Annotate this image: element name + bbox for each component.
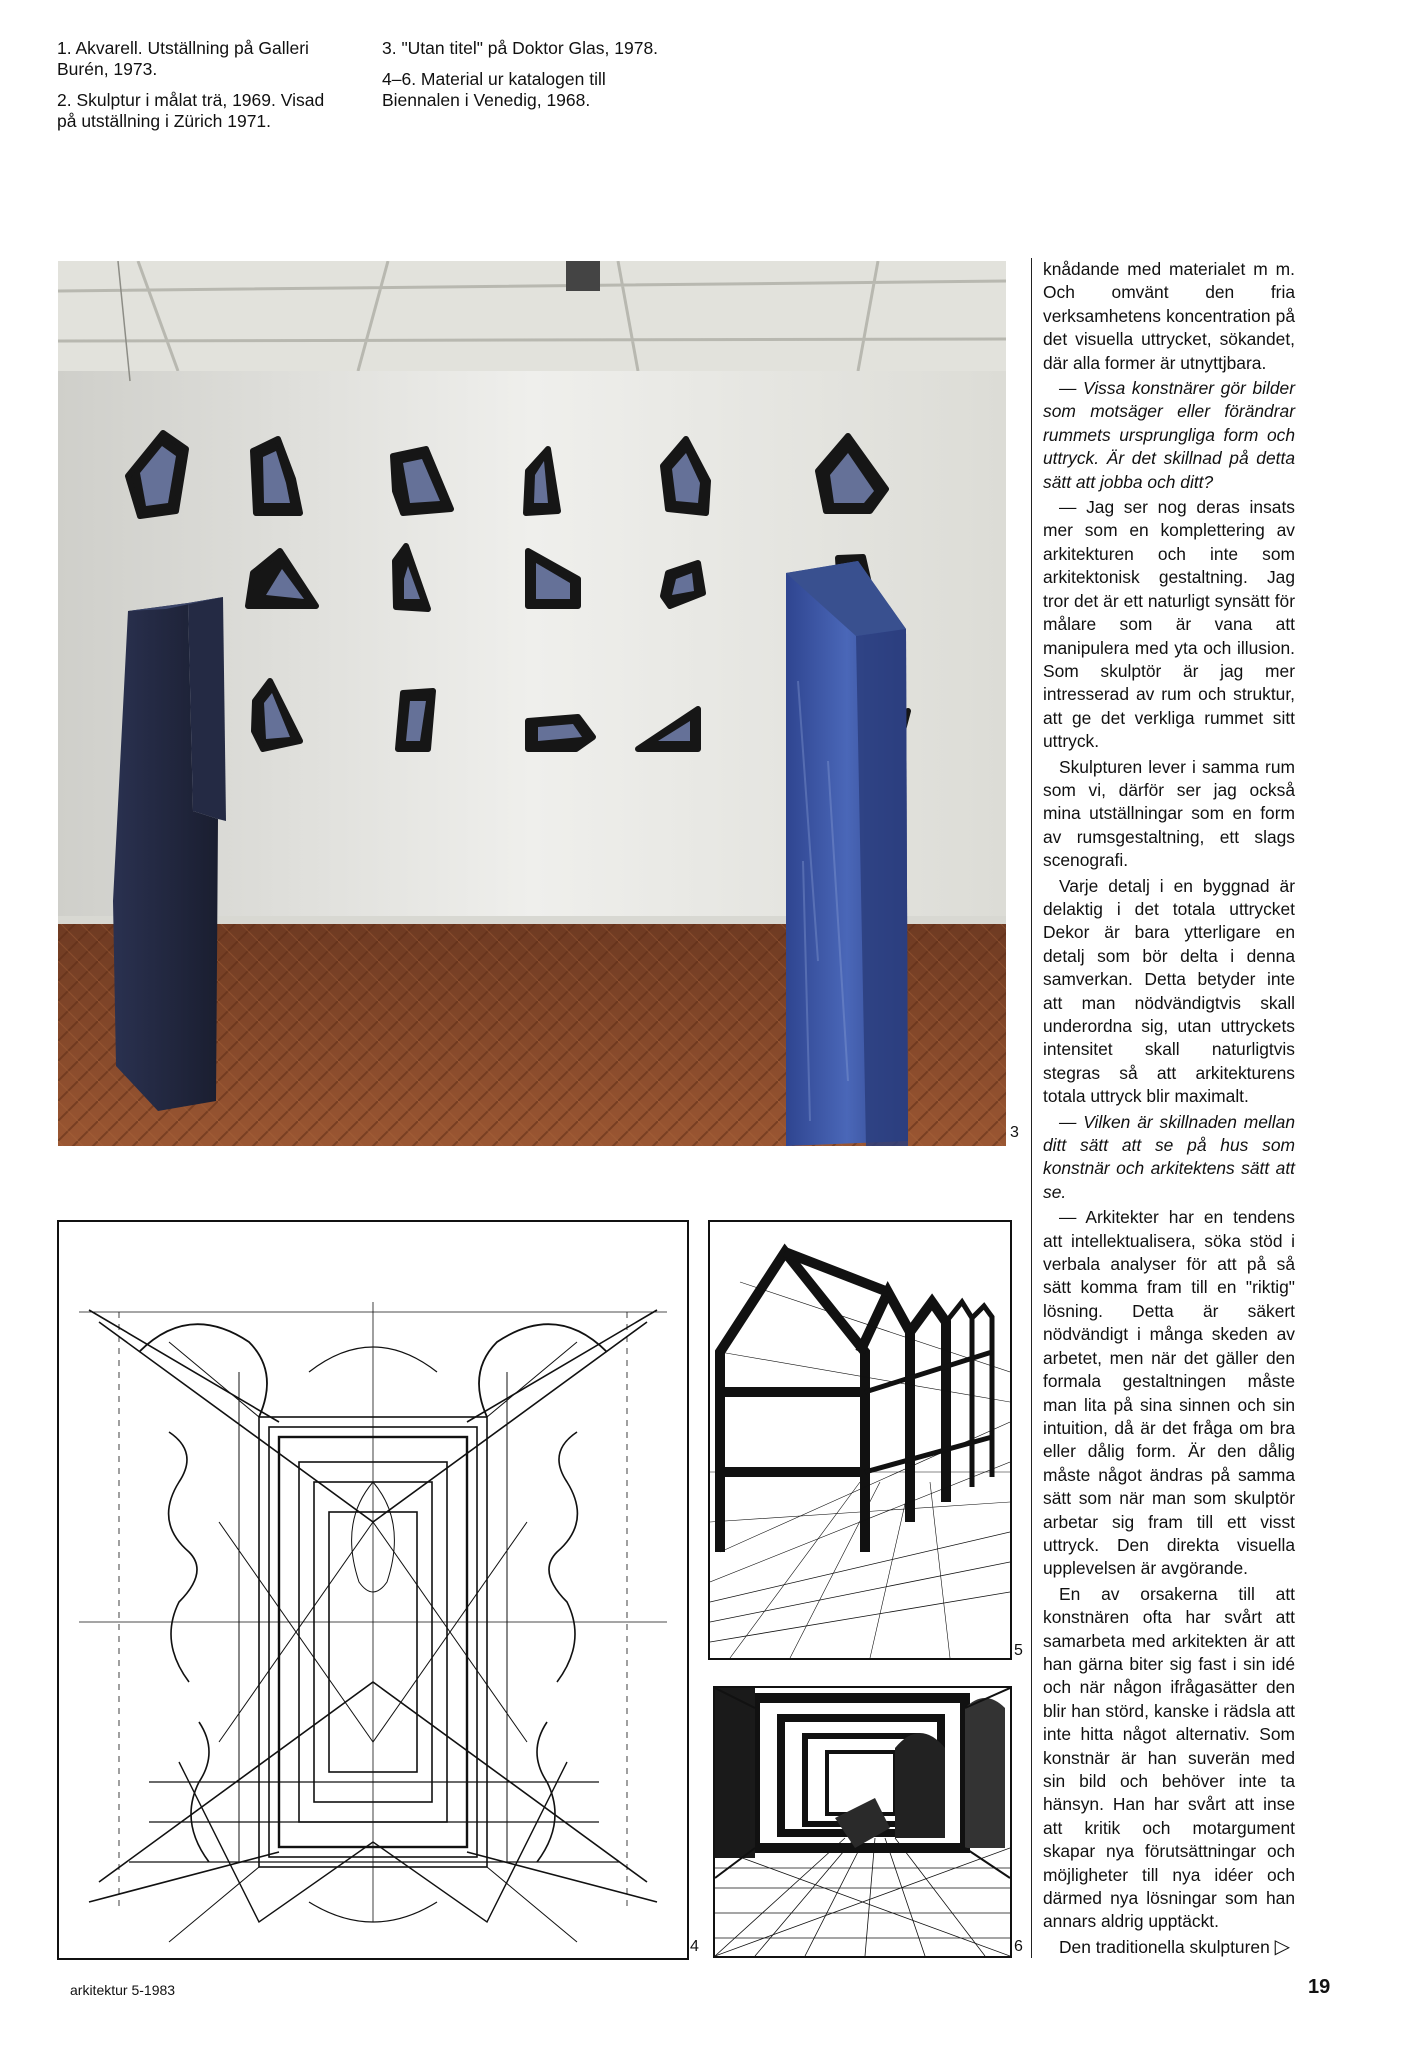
continue-arrow-icon: ▷ — [1274, 1935, 1290, 1958]
corridor-drawing-svg — [715, 1688, 1010, 1956]
article-paragraph: knådande med materialet m m. Och omvänt den fria verksamhetens koncentration på det visuella uttrycket, sökandet, där alla former är utnyttjbara. — [1043, 259, 1295, 373]
article-paragraph: — Arkitekter har en tendens att intellektualisera, söka stöd i verbala analyser för att på så sätt komma fram till en "riktig" lösning. Detta är säkert nödvändigt i många skeden av arbetet, men när det gäller den formala gestaltningen måste man lita på sina sinnen och sin intuition, då är det fråga om bra eller dålig form. Är den dålig måste något ändras på samma sätt som när man som skulptör arbetar sig fram till ett visst uttryck. Den direkta visuella upplevelsen är avgörande. — [1043, 1207, 1295, 1579]
article-paragraph: — Jag ser nog deras insats mer som en komplettering av arkitekturen och inte som arkitektonisk gestaltning. Jag tror det är ett naturligt synsätt för målare som är vana att manipulera med yta och illusion. Som skulptör är jag mer intresserad av rum och struktur, att ge det verkliga rummet sitt uttryck. — [1043, 497, 1295, 752]
gallery-photo — [58, 261, 1006, 1146]
article-text — [1043, 258, 1295, 1961]
figure-number-6: 6 — [1014, 1938, 1023, 1955]
caption-4-6: 4–6. Material ur katalogen till Biennalen i Venedig, 1968. — [382, 69, 606, 110]
perspective-drawing-svg — [59, 1222, 687, 1958]
article-question: — Vissa konstnärer gör bilder som motsäger eller förändrar rummets ursprungliga form och uttryck. Är det skillnad på detta sätt att jobba och ditt? — [1043, 378, 1295, 492]
figure-number-4: 4 — [690, 1938, 699, 1955]
perspective-drawing-frame — [57, 1220, 689, 1960]
house-frame-drawing — [708, 1220, 1012, 1660]
gallery-photo-svg — [58, 261, 1006, 1146]
article-paragraph: Skulpturen lever i samma rum som vi, därför ser jag också mina utställningar som en form av rumsgestaltning, ett slags scenografi. — [1043, 756, 1295, 871]
corridor-drawing — [713, 1686, 1012, 1958]
article-paragraph-last — [1043, 1936, 1295, 1959]
figure-number-3: 3 — [1010, 1124, 1019, 1141]
caption-column-left — [57, 38, 342, 142]
article-paragraph: En av orsakerna till att konstnären ofta har svårt att samarbeta med arkitekten är att han gärna biter sig fast i sin idé och när någon ifrågasätter den blir han störd, kanske i rädsla att inte hitta något alternativ. Som konstnär är han suverän med sin bild och behöver inte ta hänsyn. Han har svårt att inse att kritik och motargument skapar nya förutsättningar och möjligheter till nya idéer och därmed nya lösningar som han annars aldrig upptäckt. — [1043, 1583, 1295, 1932]
house-frame-svg — [710, 1222, 1010, 1658]
figure-number-5: 5 — [1014, 1642, 1023, 1659]
column-rule — [1031, 258, 1032, 1958]
article-question: — Vilken är skillnaden mellan ditt sätt att se på hus som konstnär och arkitektens sätt att se. — [1043, 1111, 1295, 1202]
article-continuation-text: Den traditionella skulpturen — [1059, 1936, 1270, 1957]
caption-1: 1. Akvarell. Utställning på Galleri Burén, 1973. — [57, 38, 309, 79]
caption-column-right — [382, 38, 682, 121]
article-paragraph: Varje detalj i en byggnad är delaktig i det totala uttrycket Dekor är bara ytterligare en detalj som bör delta i denna samverkan. Detta betyder inte att man nödvändigtvis skall underordna sig, utan uttryckets intensitet skall naturligtvis stegras så att arkitekturens totala uttryck blir maximalt. — [1043, 875, 1295, 1107]
page-number: 19 — [1308, 1976, 1331, 1998]
caption-2: 2. Skulptur i målat trä, 1969. Visad på utställning i Zürich 1971. — [57, 90, 325, 131]
journal-footer: arkitektur 5-1983 — [70, 1982, 176, 1998]
caption-3: 3. "Utan titel" på Doktor Glas, 1978. — [382, 38, 659, 58]
